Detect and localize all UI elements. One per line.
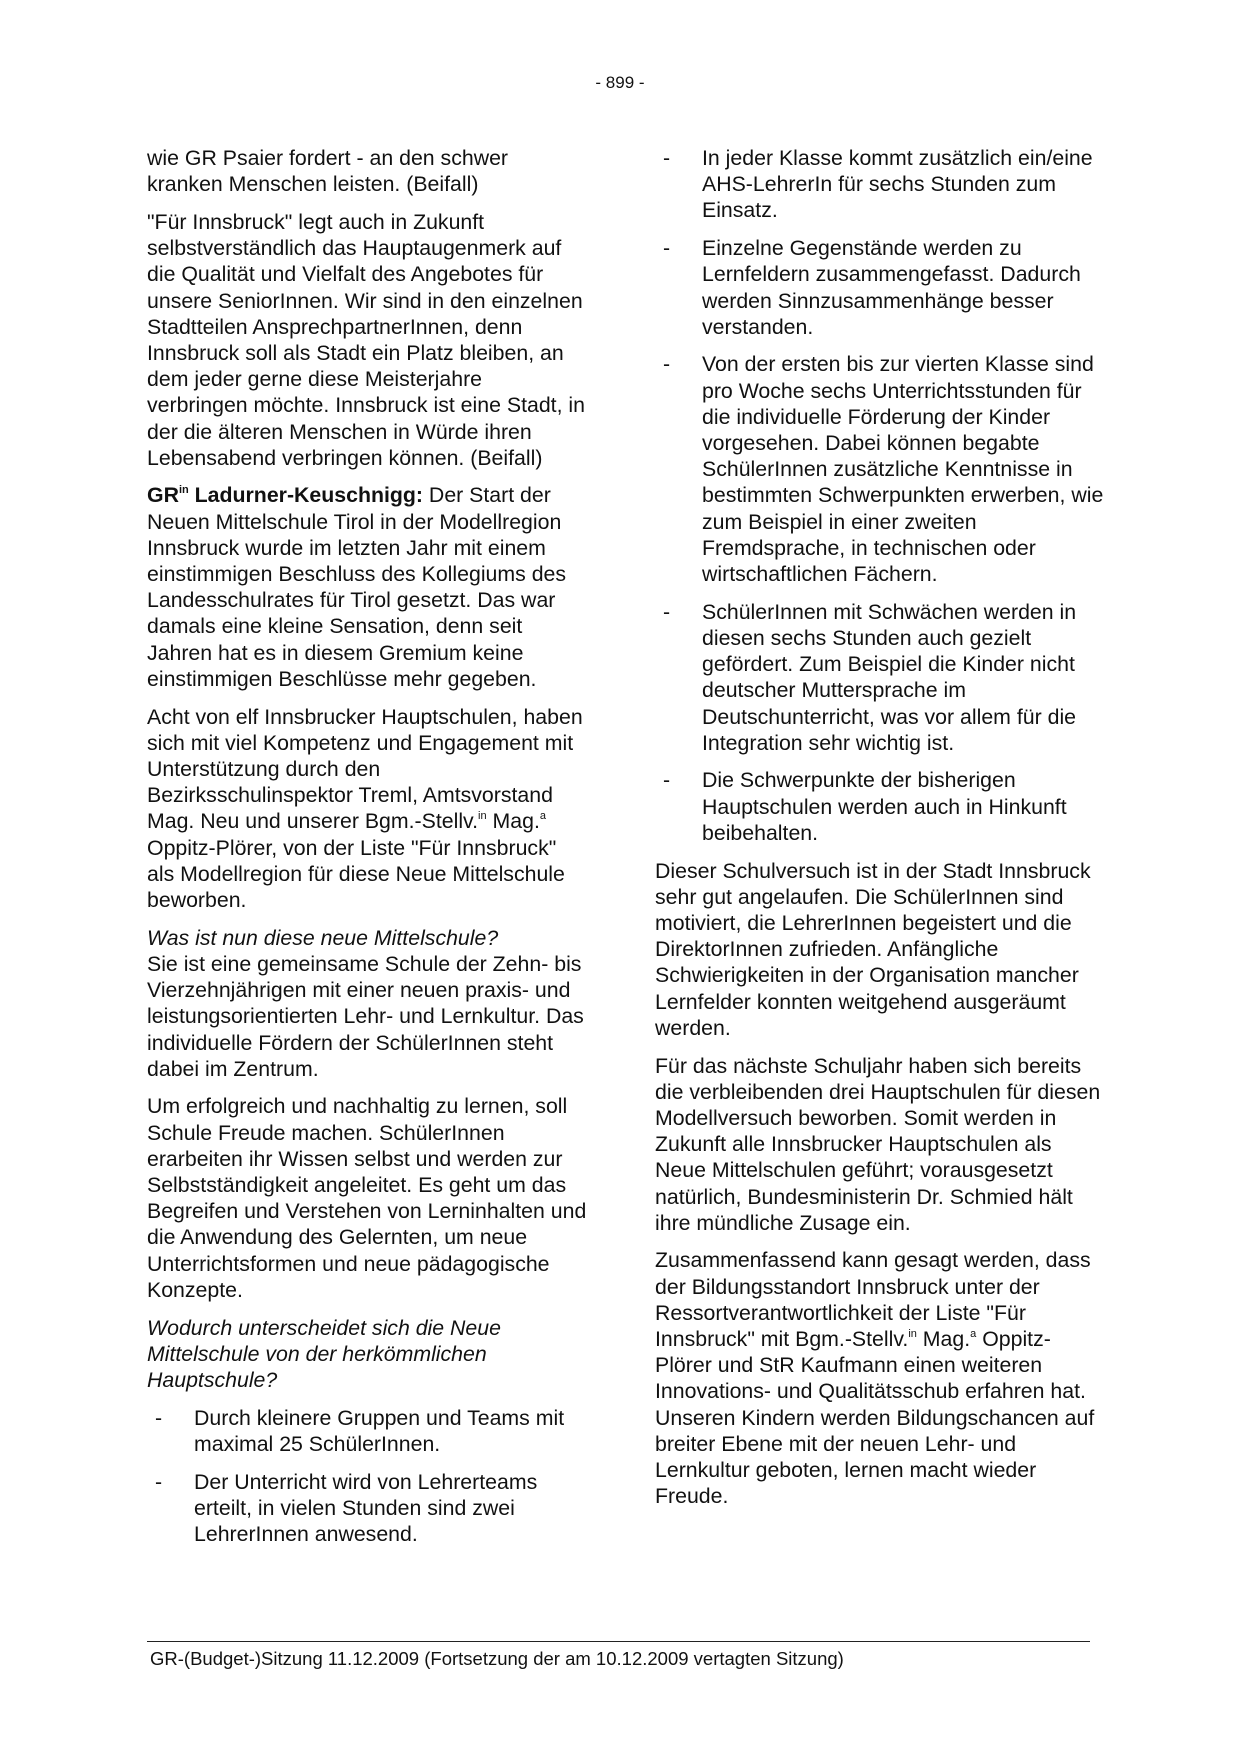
left-column bbox=[147, 145, 587, 1559]
paragraph: Sie ist eine gemeinsame Schule der Zehn- bis Vierzehnjährigen mit einer neuen praxis- und leistungsorientierten Lehr- und Lernkultur. Das individuelle Fördern der SchülerInnen steht dabei im Zentrum. bbox=[147, 951, 584, 1081]
list-item: - In jeder Klasse kommt zusätzlich ein/eine AHS-LehrerIn für sechs Stunden zum Einsatz. bbox=[663, 146, 1093, 223]
bullet-list bbox=[655, 145, 1105, 846]
dash-icon: - bbox=[663, 599, 671, 624]
speech-paragraph: $GR^{in}$ Ladurner-Keuschnigg: Der Start der Neuen Mittelschule Tirol in der Modellregion Innsbruck wurde im letzten Jahr mit einem einstimmigen Beschluss des Kollegiums des Landesschulrates für Tirol gesetzt. Das war damals eine kleine Sensation, denn seit Jahren hat es in diesem Gremium keine einstimmigen Beschlüsse mehr gegeben. bbox=[147, 483, 567, 691]
dash-icon: - bbox=[155, 1469, 163, 1494]
bullet-list bbox=[147, 1405, 587, 1548]
dash-icon: - bbox=[663, 146, 671, 170]
paragraph: wie GR Psaier fordert - an den schwer kranken Menschen leisten. (Beifall) bbox=[147, 146, 509, 197]
list-item: - Der Unterricht wird von Lehrerteams erteilt, in vielen Stunden sind zwei LehrerInnen anwesend. bbox=[155, 1469, 538, 1546]
dash-icon: - bbox=[663, 768, 671, 793]
list-item: - Die Schwerpunkte der bisherigen Hauptschulen werden auch in Hinkunft beibehalten. bbox=[663, 768, 1067, 845]
paragraph: Um erfolgreich und nachhaltig zu lernen, soll Schule Freude machen. SchülerInnen erarbeiten ihr Wissen selbst und werden zur Selbstständigkeit angeleitet. Es geht um das Begreifen und Verstehen von Lerninhalten und die Anwendung des Gelernten, um neue Unterrichtsformen und neue pädagogische Konzepte. bbox=[147, 1094, 587, 1302]
question-heading: Was ist nun diese neue Mittelschule? bbox=[147, 925, 499, 950]
dash-icon: - bbox=[663, 352, 671, 377]
paragraph: Für das nächste Schuljahr haben sich bereits die verbleibenden drei Hauptschulen für diesen Modellversuch beworben. Somit werden in Zukunft alle Innsbrucker Hauptschulen als Neue Mittelschulen geführt; vorausgesetzt natürlich, Bundesministerin Dr. Schmied hält ihre mündliche Zusage ein. bbox=[655, 1053, 1101, 1235]
dash-icon: - bbox=[663, 236, 671, 261]
paragraph: Zusammenfassend kann gesagt werden, dass der Bildungsstandort Innsbruck unter der Ressortverantwortlichkeit der Liste "Für Innsbruck" mit Bgm.-Stellv.$^{in}$ Mag.$^a$ Oppitz-Plörer und StR Kaufmann einen weiteren Innovations- und Qualitätsschub erfahren hat. Unseren Kindern werden Bildungschancen auf breiter Ebene mit der neuen Lehr- und Lernkultur geboten, lernen macht wieder Freude. bbox=[655, 1248, 1095, 1509]
paragraph: Acht von elf Innsbrucker Hauptschulen, haben sich mit viel Kompetenz und Engagement mit Unterstützung durch den Bezirksschulinspektor Treml, Amtsvorstand Mag. Neu und unserer Bgm.-Stellv.$^{in}$ Mag.$^a$ Oppitz-Plörer, von der Liste "Für Innsbruck" als Modellregion für diese Neue Mittelschule beworben. bbox=[147, 704, 583, 912]
list-item: - Durch kleinere Gruppen und Teams mit maximal 25 SchülerInnen. bbox=[155, 1405, 565, 1456]
dash-icon: - bbox=[155, 1405, 163, 1430]
right-column bbox=[655, 145, 1105, 1521]
paragraph: "Für Innsbruck" legt auch in Zukunft selbstverständlich das Hauptaugenmerk auf die Qualität und Vielfalt des Angebotes für unsere SeniorInnen. Wir sind in den einzelnen Stadtteilen AnsprechpartnerInnen, denn Innsbruck soll als Stadt ein Platz bleiben, an dem jeder gerne diese Meisterjahre verbringen möchte. Innsbruck ist eine Stadt, in der die älteren Menschen in Würde ihren Lebensabend verbringen können. (Beifall) bbox=[147, 209, 586, 470]
speaker-name: $GR^{in}$ Ladurner-Keuschnigg: bbox=[147, 483, 424, 508]
list-item: - Von der ersten bis zur vierten Klasse sind pro Woche sechs Unterrichtsstunden für die individuelle Förderung der Kinder vorgesehen. Dabei können begabte SchülerInnen zusätzliche Kenntnisse in bestimmten Schwerpunkten erwerben, wie zum Beispiel in einer zweiten Fremdsprache, in technischen oder wirtschaftlichen Fächern. bbox=[663, 352, 1104, 587]
footer-divider bbox=[147, 1641, 1090, 1642]
list-item: - SchülerInnen mit Schwächen werden in diesen sechs Stunden auch gezielt gefördert. Zum Beispiel die Kinder nicht deutscher Muttersprache im Deutschunterricht, was vor allem für die Integration sehr wichtig ist. bbox=[663, 599, 1077, 755]
paragraph: Dieser Schulversuch ist in der Stadt Innsbruck sehr gut angelaufen. Die SchülerInnen sind motiviert, die LehrerInnen begeistert und die DirektorInnen zufrieden. Anfängliche Schwierigkeiten in der Organisation mancher Lernfelder konnten weitgehend ausgeräumt werden. bbox=[655, 858, 1091, 1040]
page-number: - 899 - bbox=[595, 73, 645, 92]
question-heading: Wodurch unterscheidet sich die Neue Mittelschule von der herkömmlichen Hauptschule? bbox=[147, 1315, 501, 1392]
list-item: - Einzelne Gegenstände werden zu Lernfeldern zusammengefasst. Dadurch werden Sinnzusammenhänge besser verstanden. bbox=[663, 236, 1081, 339]
footer-text: GR-(Budget-)Sitzung 11.12.2009 (Fortsetzung der am 10.12.2009 vertagten Sitzung) bbox=[150, 1648, 844, 1669]
